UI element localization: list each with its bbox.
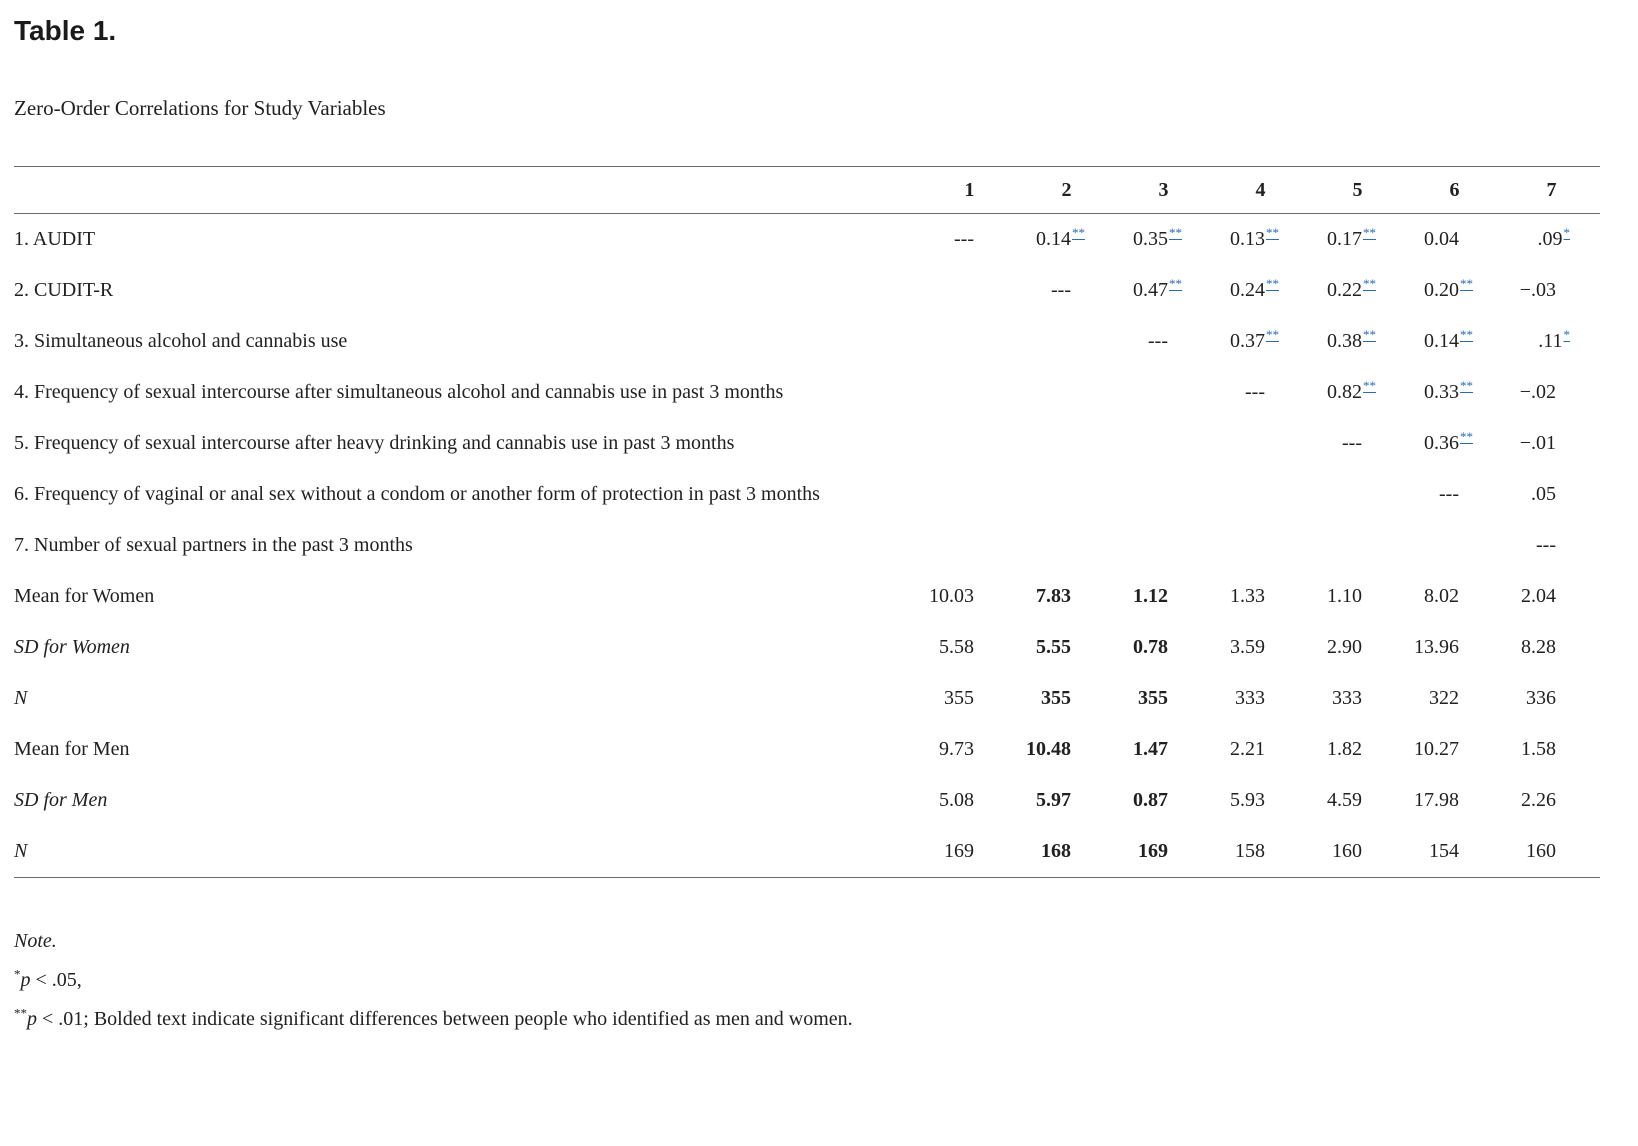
value-cell	[1212, 418, 1309, 469]
value-cell	[1212, 571, 1309, 622]
value-cell	[1309, 673, 1406, 724]
value-cell	[1503, 469, 1600, 520]
cell-value: 17.98	[1414, 789, 1459, 811]
table-row	[14, 571, 1600, 622]
column-header-row	[14, 167, 1600, 214]
value-cell	[1309, 418, 1406, 469]
significance-asterisk-link[interactable]: *	[1563, 327, 1570, 343]
row-label-cell	[14, 571, 921, 622]
row-label: SD for Women	[14, 636, 130, 658]
cell-value: 0.78	[1133, 636, 1168, 658]
row-label-cell	[14, 520, 921, 571]
value-cell	[1212, 316, 1309, 367]
cell-value: 0.13	[1230, 228, 1265, 250]
significance-asterisk-link[interactable]: **	[1460, 378, 1473, 394]
table-row	[14, 622, 1600, 673]
footnote-text: < .01; Bolded text indicate significant differences between people who identified as men and women.	[37, 1008, 853, 1030]
value-cell	[921, 469, 1018, 520]
value-cell	[1309, 367, 1406, 418]
significance-asterisk-link[interactable]: **	[1460, 429, 1473, 445]
cell-value: 2.21	[1230, 738, 1265, 760]
double-asterisk-marker: **	[14, 1005, 27, 1021]
cell-value: 333	[1332, 687, 1362, 709]
row-label-cell	[14, 418, 921, 469]
value-cell	[1018, 316, 1115, 367]
row-label-cell	[14, 367, 921, 418]
row-label: N	[14, 840, 28, 862]
cell-value: 5.97	[1036, 789, 1071, 811]
table-row	[14, 520, 1600, 571]
cell-value: −.02	[1519, 381, 1556, 403]
significance-asterisk-link[interactable]: **	[1072, 225, 1085, 241]
column-header: 7	[1503, 167, 1600, 214]
cell-value: ---	[954, 228, 974, 250]
value-cell	[921, 265, 1018, 316]
p-symbol: p	[20, 969, 31, 991]
value-cell	[1503, 214, 1600, 266]
cell-value: 0.14	[1036, 228, 1071, 250]
cell-value: .11	[1538, 330, 1563, 352]
significance-asterisk-link[interactable]: **	[1460, 327, 1473, 343]
row-label: 2. CUDIT-R	[14, 279, 114, 301]
cell-value: 158	[1235, 840, 1265, 862]
cell-value: 355	[944, 687, 974, 709]
cell-value: 1.58	[1521, 738, 1556, 760]
cell-value: 2.90	[1327, 636, 1362, 658]
value-cell	[1018, 265, 1115, 316]
cell-value: 5.93	[1230, 789, 1265, 811]
value-cell	[1018, 214, 1115, 266]
value-cell	[1406, 724, 1503, 775]
value-cell	[921, 418, 1018, 469]
value-cell	[1212, 775, 1309, 826]
column-header: 6	[1406, 167, 1503, 214]
significance-asterisk-link[interactable]: **	[1169, 225, 1182, 241]
value-cell	[1018, 469, 1115, 520]
value-cell	[1406, 214, 1503, 266]
row-label: 3. Simultaneous alcohol and cannabis use	[14, 330, 348, 352]
row-label: 5. Frequency of sexual intercourse after heavy drinking and cannabis use in past 3 months	[14, 432, 735, 454]
cell-value: 168	[1041, 840, 1071, 862]
value-cell	[1406, 469, 1503, 520]
significance-asterisk-link[interactable]: *	[1563, 225, 1570, 241]
cell-value: 5.58	[939, 636, 974, 658]
value-cell	[1503, 571, 1600, 622]
value-cell	[1503, 622, 1600, 673]
cell-value: ---	[1245, 381, 1265, 403]
cell-value: 2.26	[1521, 789, 1556, 811]
column-header: 4	[1212, 167, 1309, 214]
cell-value: 0.17	[1327, 228, 1362, 250]
cell-value: 154	[1429, 840, 1459, 862]
value-cell	[1212, 214, 1309, 266]
value-cell	[1115, 520, 1212, 571]
significance-asterisk-link[interactable]: **	[1363, 276, 1376, 292]
value-cell	[1212, 367, 1309, 418]
cell-value: ---	[1148, 330, 1168, 352]
cell-value: 2.04	[1521, 585, 1556, 607]
cell-value: 13.96	[1414, 636, 1459, 658]
table-row	[14, 775, 1600, 826]
cell-value: 5.55	[1036, 636, 1071, 658]
cell-value: 0.36	[1424, 432, 1459, 454]
value-cell	[921, 775, 1018, 826]
table-row	[14, 265, 1600, 316]
value-cell	[1309, 520, 1406, 571]
cell-value: ---	[1342, 432, 1362, 454]
cell-value: 8.28	[1521, 636, 1556, 658]
value-cell	[1406, 316, 1503, 367]
significance-asterisk-link[interactable]: **	[1363, 378, 1376, 394]
value-cell	[1406, 571, 1503, 622]
cell-value: 0.87	[1133, 789, 1168, 811]
value-cell	[1018, 571, 1115, 622]
value-cell	[1503, 673, 1600, 724]
cell-value: 10.48	[1026, 738, 1071, 760]
cell-value: ---	[1051, 279, 1071, 301]
row-label: SD for Men	[14, 789, 108, 811]
value-cell	[1503, 265, 1600, 316]
value-cell	[1115, 826, 1212, 878]
row-label-cell	[14, 316, 921, 367]
value-cell	[1018, 367, 1115, 418]
correlation-table	[14, 166, 1600, 878]
value-cell	[921, 673, 1018, 724]
row-label-cell	[14, 724, 921, 775]
cell-value: 0.22	[1327, 279, 1362, 301]
value-cell	[1503, 775, 1600, 826]
value-cell	[921, 316, 1018, 367]
value-cell	[1309, 571, 1406, 622]
value-cell	[1018, 520, 1115, 571]
table-caption: Zero-Order Correlations for Study Variables	[14, 96, 386, 120]
cell-value: 355	[1138, 687, 1168, 709]
cell-value: 169	[1138, 840, 1168, 862]
value-cell	[921, 367, 1018, 418]
table-row	[14, 724, 1600, 775]
cell-value: 1.10	[1327, 585, 1362, 607]
significance-asterisk-link[interactable]: **	[1266, 225, 1279, 241]
row-label: Mean for Women	[14, 585, 155, 607]
footnote-p-01	[14, 1000, 1600, 1039]
value-cell	[1115, 775, 1212, 826]
value-cell	[1018, 418, 1115, 469]
value-cell	[1309, 469, 1406, 520]
value-cell	[1018, 724, 1115, 775]
significance-asterisk-link[interactable]: **	[1363, 225, 1376, 241]
cell-value: 0.37	[1230, 330, 1265, 352]
value-cell	[921, 520, 1018, 571]
value-cell	[1503, 418, 1600, 469]
row-label: 1. AUDIT	[14, 228, 96, 250]
cell-value: 1.82	[1327, 738, 1362, 760]
value-cell	[1018, 673, 1115, 724]
cell-value: 7.83	[1036, 585, 1071, 607]
cell-value: 0.20	[1424, 279, 1459, 301]
value-cell	[1309, 775, 1406, 826]
single-asterisk-marker: *	[14, 966, 21, 982]
row-label-cell	[14, 622, 921, 673]
value-cell	[1309, 316, 1406, 367]
cell-value: 0.35	[1133, 228, 1168, 250]
table-row	[14, 673, 1600, 724]
cell-value: 10.03	[929, 585, 974, 607]
value-cell	[1406, 775, 1503, 826]
cell-value: .05	[1531, 483, 1556, 505]
value-cell	[1018, 775, 1115, 826]
row-label-cell	[14, 469, 921, 520]
value-cell	[1406, 622, 1503, 673]
p-symbol: p	[27, 1008, 37, 1030]
cell-value: 160	[1526, 840, 1556, 862]
cell-value: 333	[1235, 687, 1265, 709]
value-cell	[1406, 673, 1503, 724]
significance-asterisk-link[interactable]: **	[1266, 276, 1279, 292]
cell-value: 0.38	[1327, 330, 1362, 352]
value-cell	[1212, 724, 1309, 775]
row-label-cell	[14, 265, 921, 316]
value-cell	[1406, 826, 1503, 878]
corner-cell	[14, 167, 921, 214]
value-cell	[921, 724, 1018, 775]
cell-value: 10.27	[1414, 738, 1459, 760]
note-label: Note.	[14, 930, 57, 952]
cell-value: 3.59	[1230, 636, 1265, 658]
significance-asterisk-link[interactable]: **	[1266, 327, 1279, 343]
row-label: 6. Frequency of vaginal or anal sex without a condom or another form of protection in past 3 months	[14, 483, 820, 505]
value-cell	[1503, 826, 1600, 878]
value-cell	[1115, 622, 1212, 673]
value-cell	[1406, 418, 1503, 469]
cell-value: 0.04	[1424, 228, 1459, 250]
cell-value: ---	[1536, 534, 1556, 556]
value-cell	[1018, 826, 1115, 878]
cell-value: 169	[944, 840, 974, 862]
row-label: Mean for Men	[14, 738, 130, 760]
value-cell	[1115, 214, 1212, 266]
value-cell	[1115, 724, 1212, 775]
value-cell	[1212, 826, 1309, 878]
cell-value: 8.02	[1424, 585, 1459, 607]
cell-value: 9.73	[939, 738, 974, 760]
cell-value: 1.33	[1230, 585, 1265, 607]
cell-value: −.03	[1519, 279, 1556, 301]
cell-value: 0.82	[1327, 381, 1362, 403]
significance-asterisk-link[interactable]: **	[1460, 276, 1473, 292]
cell-value: ---	[1439, 483, 1459, 505]
row-label: N	[14, 687, 28, 709]
footnote-text: < .05,	[30, 969, 82, 991]
cell-value: 5.08	[939, 789, 974, 811]
value-cell	[1018, 622, 1115, 673]
table-row	[14, 316, 1600, 367]
value-cell	[1309, 826, 1406, 878]
value-cell	[1212, 520, 1309, 571]
value-cell	[1212, 469, 1309, 520]
cell-value: 0.47	[1133, 279, 1168, 301]
cell-value: 0.24	[1230, 279, 1265, 301]
cell-value: 336	[1526, 687, 1556, 709]
column-header: 1	[921, 167, 1018, 214]
value-cell	[921, 214, 1018, 266]
value-cell	[1115, 469, 1212, 520]
significance-asterisk-link[interactable]: **	[1363, 327, 1376, 343]
value-cell	[1503, 316, 1600, 367]
value-cell	[921, 826, 1018, 878]
value-cell	[1212, 265, 1309, 316]
column-header: 2	[1018, 167, 1115, 214]
cell-value: 1.47	[1133, 738, 1168, 760]
table-row	[14, 418, 1600, 469]
value-cell	[1406, 367, 1503, 418]
cell-value: 0.14	[1424, 330, 1459, 352]
value-cell	[921, 571, 1018, 622]
table-row	[14, 826, 1600, 878]
value-cell	[1115, 673, 1212, 724]
column-header: 5	[1309, 167, 1406, 214]
cell-value: 4.59	[1327, 789, 1362, 811]
value-cell	[1115, 571, 1212, 622]
value-cell	[1212, 622, 1309, 673]
value-cell	[1503, 520, 1600, 571]
footnote-p-05	[14, 961, 1600, 1000]
significance-asterisk-link[interactable]: **	[1169, 276, 1182, 292]
row-label-cell	[14, 826, 921, 878]
value-cell	[1406, 265, 1503, 316]
value-cell	[1309, 214, 1406, 266]
row-label-cell	[14, 673, 921, 724]
cell-value: −.01	[1519, 432, 1556, 454]
cell-value: 322	[1429, 687, 1459, 709]
value-cell	[1309, 622, 1406, 673]
value-cell	[1503, 367, 1600, 418]
value-cell	[921, 622, 1018, 673]
value-cell	[1309, 724, 1406, 775]
cell-value: .09	[1537, 228, 1563, 250]
table-row	[14, 367, 1600, 418]
value-cell	[1309, 265, 1406, 316]
cell-value: 1.12	[1133, 585, 1168, 607]
cell-value: 160	[1332, 840, 1362, 862]
table-footnotes	[14, 922, 1600, 1039]
value-cell	[1503, 724, 1600, 775]
cell-value: 355	[1041, 687, 1071, 709]
cell-value: 0.33	[1424, 381, 1459, 403]
row-label-cell	[14, 775, 921, 826]
row-label: 4. Frequency of sexual intercourse after simultaneous alcohol and cannabis use in past 3 months	[14, 381, 784, 403]
value-cell	[1406, 520, 1503, 571]
table-number-heading: Table 1.	[14, 15, 117, 46]
table-row	[14, 214, 1600, 266]
table-row	[14, 469, 1600, 520]
value-cell	[1115, 316, 1212, 367]
row-label-cell	[14, 214, 921, 266]
row-label: 7. Number of sexual partners in the past 3 months	[14, 534, 413, 556]
column-header: 3	[1115, 167, 1212, 214]
value-cell	[1115, 265, 1212, 316]
value-cell	[1212, 673, 1309, 724]
value-cell	[1115, 418, 1212, 469]
value-cell	[1115, 367, 1212, 418]
